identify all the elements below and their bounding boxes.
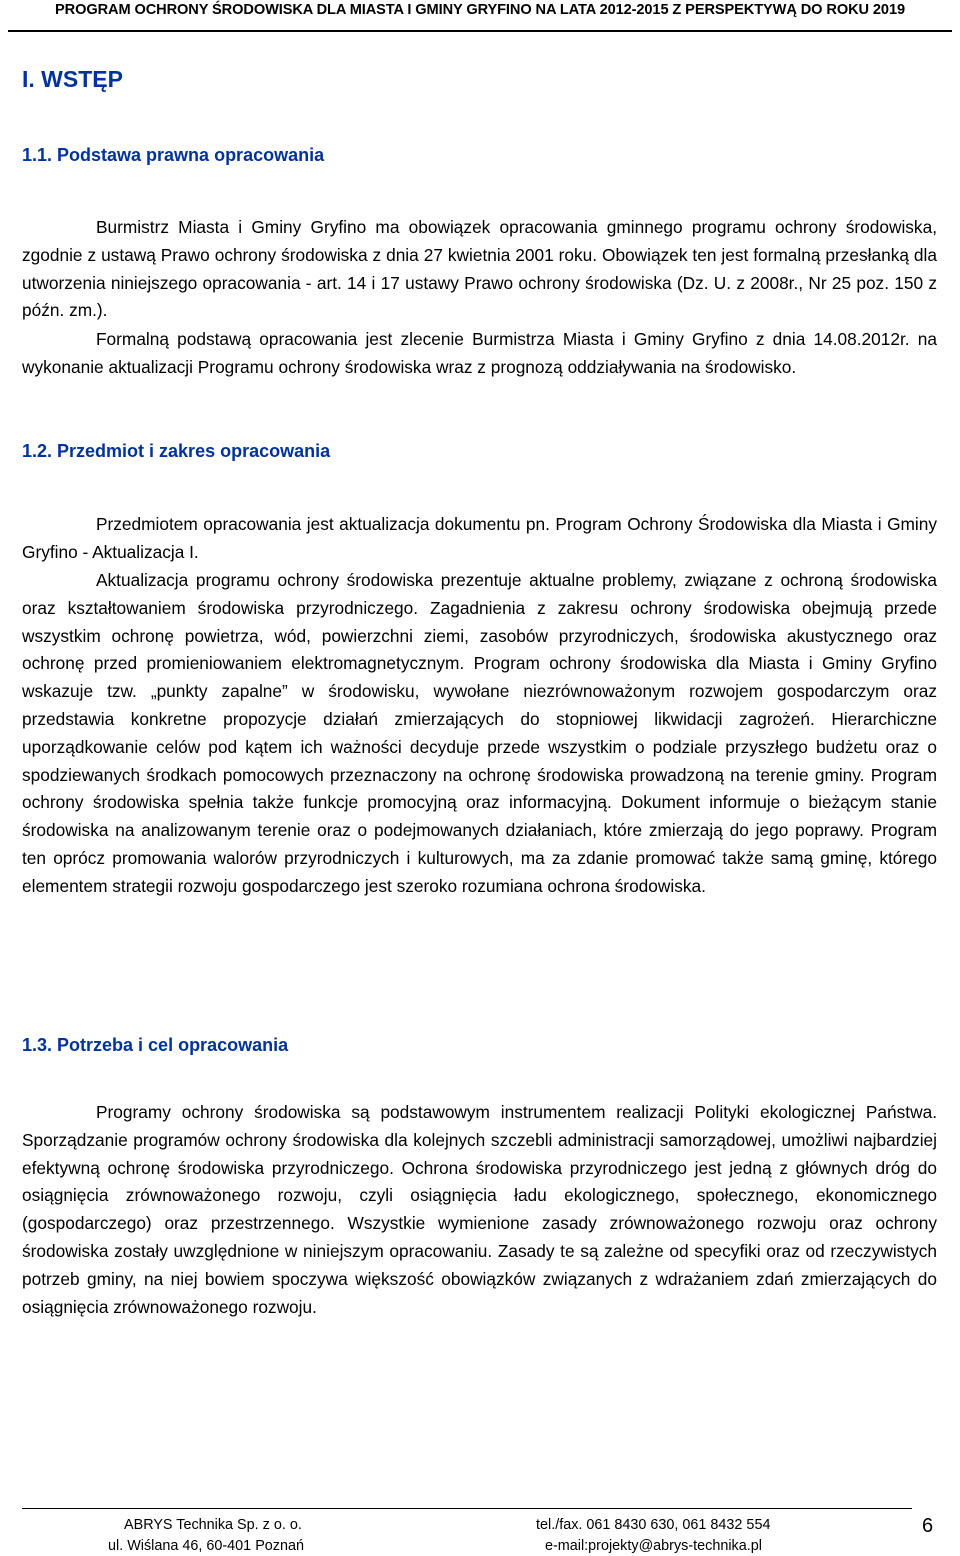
- section-heading-1-3: 1.3. Potrzeba i cel opracowania: [22, 1035, 289, 1055]
- footer-email: e-mail:projekty@abrys-technika.pl: [545, 1538, 762, 1554]
- section-heading-1-2: 1.2. Przedmiot i zakres opracowania: [22, 441, 331, 461]
- section-1-3-paragraph-1: Programy ochrony środowiska są podstawowym instrumentem realizacji Polityki ekologicznej Państwa. Sporządzanie programów ochrony środowiska dla kolejnych szczebli administracji samorządowej, umożliwi najbardziej efektywną ochronę środowiska przyrodniczego. Ochrona środowiska przyrodniczego jest jedną z głównych dróg do osiągnięcia zrównoważonego rozwoju, czyli osiągnięcia ładu ekologicznego, społecznego, ekonomicznego (gospodarczego) oraz przestrzennego. Wszystkie wymienione zasady zrównoważonego rozwoju oraz ochrony środowiska zostały uwzględnione w niniejszym opracowaniu. Zasady te są zależne od specyfiki oraz od rzeczywistych potrzeb gminy, na niej bowiem spoczywa większość obowiązków związanych z wdrażaniem zdań zmierzających do osiągnięcia zrównoważonego rozwoju.: [22, 1102, 937, 1317]
- section-1-2-paragraph-1: Przedmiotem opracowania jest aktualizacja dokumentu pn. Program Ochrony Środowiska dla Miasta i Gminy Gryfino - Aktualizacja I.: [22, 514, 937, 562]
- page-number: 6: [922, 1515, 934, 1537]
- footer-company: ABRYS Technika Sp. z o. o.: [124, 1517, 302, 1533]
- section-1-1-paragraph-1: Burmistrz Miasta i Gminy Gryfino ma obowiązek opracowania gminnego programu ochrony środowiska, zgodnie z ustawą Prawo ochrony środowiska z dnia 27 kwietnia 2001 roku. Obowiązek ten jest formalną przesłanką dla utworzenia niniejszego opracowania - art. 14 i 17 ustawy Prawo ochrony środowiska (Dz. U. z 2008r., Nr 25 poz. 150 z późn. zm.).: [22, 217, 937, 321]
- footer-phone: tel./fax. 061 8430 630, 061 8432 554: [536, 1517, 771, 1533]
- running-header: PROGRAM OCHRONY ŚRODOWISKA DLA MIASTA I GMINY GRYFINO NA LATA 2012-2015 Z PERSPEKTYWĄ DO ROKU 2019: [55, 2, 905, 18]
- footer-divider: [22, 1508, 912, 1509]
- section-1-2-paragraph-2: Aktualizacja programu ochrony środowiska prezentuje aktualne problemy, związane z ochroną środowiska oraz kształtowaniem środowiska przyrodniczego. Zagadnienia z zakresu ochrony środowiska obejmują przede wszystkim ochronę powietrza, wód, powierzchni ziemi, zasobów przyrodniczych, środowiska akustycznego oraz ochronę przed promieniowaniem elektromagnetycznym. Program ochrony środowiska dla Miasta i Gminy Gryfino wskazuje tzw. „punkty zapalne” w środowisku, wywołane niezrównoważonym rozwojem gospodarczym oraz przedstawia konkretne propozycje działań zmierzających do stopniowej likwidacji zagrożeń. Hierarchiczne uporządkowanie celów pod kątem ich ważności decyduje przede wszystkim o podziale przyszłego budżetu oraz o spodziewanych środkach pomocowych przeznaczony na ochronę środowiska prowadzoną na terenie gminy. Program ochrony środowiska spełnia także funkcje promocyjną oraz informacyjną. Dokument informuje o bieżącym stanie środowiska na analizowanym terenie oraz o podejmowanych działaniach, które zmierzają do jego poprawy. Program ten oprócz promowania walorów przyrodniczych i kulturowych, ma za zdanie promować także samą gminę, którego elementem strategii rozwoju gospodarczego jest szeroko rozumiana ochrona środowiska.: [22, 570, 937, 896]
- footer-address: ul. Wiślana 46, 60-401 Poznań: [108, 1538, 304, 1554]
- chapter-title: I. WSTĘP: [22, 66, 123, 92]
- section-1-1-paragraph-2: Formalną podstawą opracowania jest zlecenie Burmistrza Miasta i Gminy Gryfino z dnia 14.08.2012r. na wykonanie aktualizacji Programu ochrony środowiska wraz z prognozą oddziaływania na środowisko.: [22, 329, 937, 377]
- header-divider: [8, 30, 952, 32]
- section-heading-1-1: 1.1. Podstawa prawna opracowania: [22, 145, 325, 165]
